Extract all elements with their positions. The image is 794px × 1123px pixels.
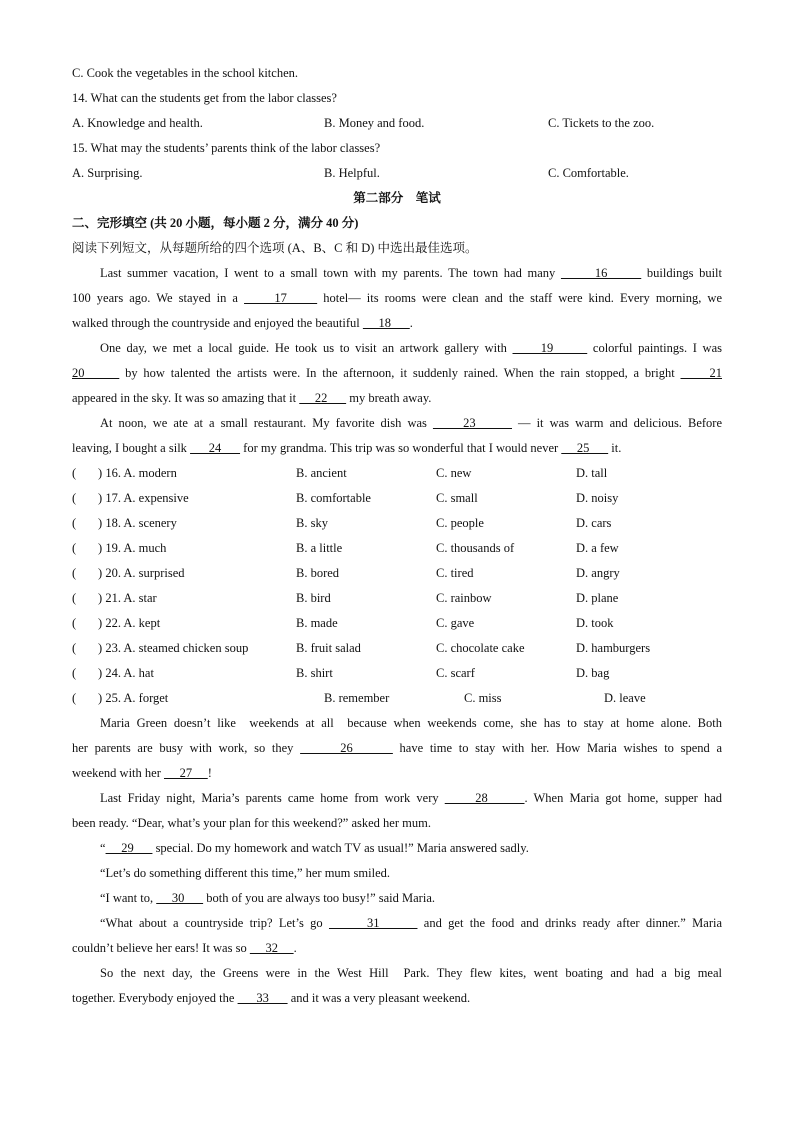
section-instruction: 阅读下列短文，从每题所给的四个选项 (A、B、C 和 D) 中选出最佳选项。 [72, 241, 478, 255]
option-16-a: ( ) 16. A. modern [72, 466, 177, 480]
blank-28: 28 [444, 791, 525, 805]
option-19-c: C. thousands of [436, 541, 515, 555]
passage2-line: been ready. “Dear, what’s your plan for this weekend?” asked her mum. [72, 816, 431, 830]
option-21-a: ( ) 21. A. star [72, 591, 157, 605]
q15-option-a: A. Surprising. [72, 166, 143, 180]
option-18-c: C. people [436, 516, 484, 530]
q14-option-a: A. Knowledge and health. [72, 116, 203, 130]
option-20-a: ( ) 20. A. surprised [72, 566, 185, 580]
section-title: 二、完形填空 (共 20 小题，每小题 2 分，满分 40 分) [72, 216, 359, 230]
passage2-line: Maria Green doesn’t like weekends at all because when weekends come, she has to stay at home alone. Both [100, 716, 722, 730]
passage1-line: Last summer vacation, I went to a small town with my parents. The town had many 16 buildings built [100, 266, 723, 280]
q15-option-c: C. Comfortable. [548, 166, 629, 180]
q15-question: 15. What may the students’ parents think of the labor classes? [72, 141, 381, 155]
option-24-d: D. bag [576, 666, 610, 680]
passage1-line: At noon, we ate at a small restaurant. My favorite dish was 23 — it was warm and delicious. Before [100, 416, 722, 430]
option-20-c: C. tired [436, 566, 474, 580]
option-24-c: C. scarf [436, 666, 475, 680]
passage2-line: Last Friday night, Maria’s parents came home from work very 28 . When Maria got home, supper had [100, 791, 722, 805]
blank-17: 17 [244, 291, 318, 305]
option-24-b: B. shirt [296, 666, 333, 680]
blank-21: 21 [680, 366, 722, 380]
blank-29: 29 [105, 841, 153, 855]
option-23-c: C. chocolate cake [436, 641, 525, 655]
option-17-d: D. noisy [576, 491, 619, 505]
option-17-c: C. small [436, 491, 478, 505]
option-25-d: D. leave [604, 691, 646, 705]
option-25-b: B. remember [324, 691, 390, 705]
option-23-b: B. fruit salad [296, 641, 361, 655]
option-24-a: ( ) 24. A. hat [72, 666, 154, 680]
passage2-line: “Let’s do something different this time,” her mum smiled. [100, 866, 390, 880]
option-19-d: D. a few [576, 541, 619, 555]
passage1-line: leaving, I bought a silk 24 for my grandma. This trip was so wonderful that I would never 25 it. [72, 441, 622, 455]
option-21-c: C. rainbow [436, 591, 492, 605]
option-20-b: B. bored [296, 566, 340, 580]
passage2-line: “I want to, 30 both of you are always too busy!” said Maria. [100, 891, 435, 905]
blank-27: 27 [163, 766, 208, 780]
blank-26: 26 [300, 741, 393, 755]
option-19-b: B. a little [296, 541, 343, 555]
option-18-a: ( ) 18. A. scenery [72, 516, 177, 530]
option-22-d: D. took [576, 616, 614, 630]
blank-19: 19 [512, 341, 588, 355]
passage2-line: “ 29 special. Do my homework and watch TV as usual!” Maria answered sadly. [100, 841, 529, 855]
blank-16: 16 [560, 266, 642, 280]
q14-option-b: B. Money and food. [324, 116, 425, 130]
blank-31: 31 [328, 916, 418, 930]
option-21-d: D. plane [576, 591, 619, 605]
blank-22: 22 [299, 391, 347, 405]
blank-25: 25 [561, 441, 609, 455]
passage2-line: together. Everybody enjoyed the 33 and it was a very pleasant weekend. [72, 991, 471, 1005]
option-22-b: B. made [296, 616, 338, 630]
option-22-a: ( ) 22. A. kept [72, 616, 161, 630]
option-17-a: ( ) 17. A. expensive [72, 491, 189, 505]
blank-33: 33 [237, 991, 288, 1005]
passage1-line: walked through the countryside and enjoyed the beautiful 18 . [72, 316, 413, 330]
blank-18: 18 [362, 316, 410, 330]
option-18-b: B. sky [296, 516, 328, 530]
passage1-line: appeared in the sky. It was so amazing that it 22 my breath away. [72, 391, 432, 405]
option-17-b: B. comfortable [296, 491, 371, 505]
option-22-c: C. gave [436, 616, 475, 630]
passage1-line: One day, we met a local guide. He took us to visit an artwork gallery with 19 colorful paintings. I was [100, 341, 722, 355]
option-18-d: D. cars [576, 516, 612, 530]
passage2-line: “What about a countryside trip? Let’s go 31 and get the food and drinks ready after dinner.” Maria [100, 916, 723, 930]
passage2-line: So the next day, the Greens were in the West Hill Park. They flew kites, went boating and had a big meal [100, 966, 722, 980]
part-title: 第二部分 笔试 [353, 191, 441, 205]
option-19-a: ( ) 19. A. much [72, 541, 167, 555]
blank-24: 24 [190, 441, 241, 455]
option-23-a: ( ) 23. A. steamed chicken soup [72, 641, 249, 655]
option-16-c: C. new [436, 466, 472, 480]
blank-23: 23 [432, 416, 512, 430]
option-16-b: B. ancient [296, 466, 347, 480]
option-25-a: ( ) 25. A. forget [72, 691, 169, 705]
blank-20: 20 [72, 366, 120, 380]
option-23-d: D. hamburgers [576, 641, 651, 655]
passage1-line: 100 years ago. We stayed in a 17 hotel— its rooms were clean and the staff were kind. Every morning, we [72, 291, 722, 305]
q13-option-c: C. Cook the vegetables in the school kitchen. [72, 66, 298, 80]
option-16-d: D. tall [576, 466, 608, 480]
blank-30: 30 [156, 891, 204, 905]
option-25-c: C. miss [464, 691, 502, 705]
option-21-b: B. bird [296, 591, 331, 605]
blank-32: 32 [249, 941, 294, 955]
q14-question: 14. What can the students get from the labor classes? [72, 91, 337, 105]
passage2-line: weekend with her 27 ! [72, 766, 212, 780]
option-20-d: D. angry [576, 566, 620, 580]
q15-option-b: B. Helpful. [324, 166, 380, 180]
passage2-line: her parents are busy with work, so they 26 have time to stay with her. How Maria wishes to spend a [72, 741, 723, 755]
passage2-line: couldn’t believe her ears! It was so 32 . [72, 941, 297, 955]
q14-option-c: C. Tickets to the zoo. [548, 116, 655, 130]
passage1-line: 20 by how talented the artists were. In the afternoon, it suddenly rained. When the rain stopped, a bright 21 [72, 366, 722, 380]
